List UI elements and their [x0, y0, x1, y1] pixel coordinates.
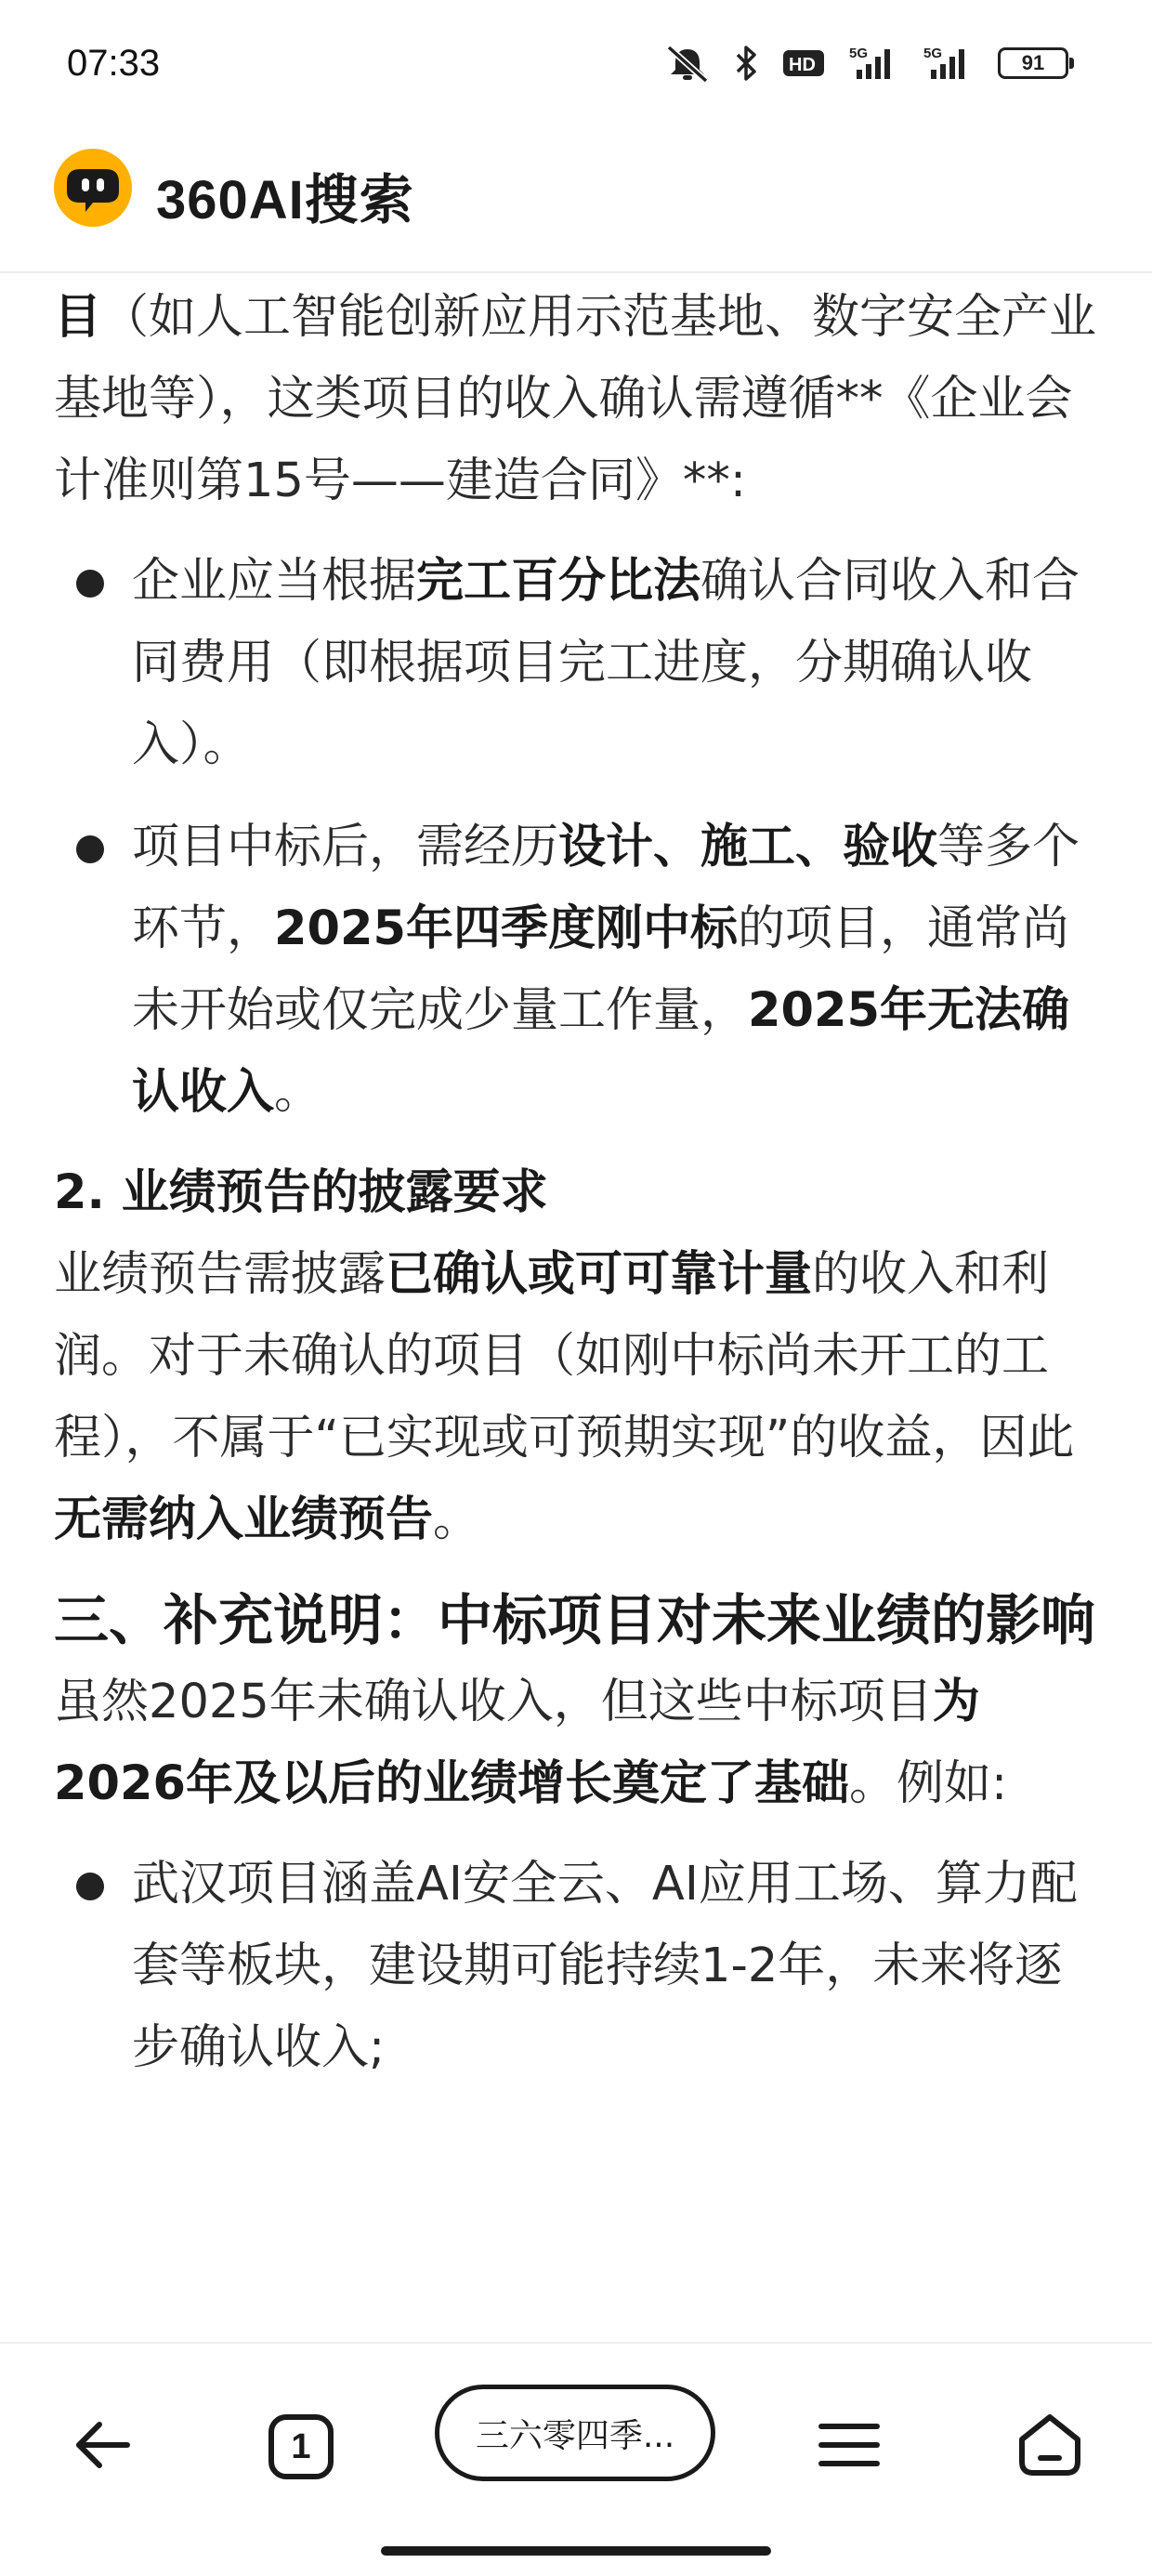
text: 虽然2025年未确认收入，但这些中标项目: [54, 1675, 933, 1729]
status-bar: [0, 0, 1152, 102]
text-bold: 已确认或可可靠计量: [386, 1247, 813, 1302]
bullet-list-1: [54, 541, 1098, 1134]
list-item: [54, 807, 1098, 1134]
tabs-button[interactable]: [255, 2396, 347, 2498]
section-heading-supplement: 三、补充说明：中标项目对未来业绩的影响: [54, 1588, 1096, 1652]
text: 。例如:: [848, 1756, 1008, 1811]
text-bold: 无需纳入业绩预告: [54, 1492, 434, 1547]
paragraph-future-impact: [54, 1662, 1098, 1825]
bottom-nav: [0, 2342, 1152, 2576]
signal-5g-icon: [849, 44, 901, 83]
360ai-logo-icon[interactable]: [52, 147, 134, 229]
text: 武汉项目涵盖AI安全云、AI应用工场、算力配套等板块，建设期可能持续1-2年，未来将逐步确认收入;: [132, 1857, 1078, 2075]
app-title: 360AI搜索: [156, 170, 414, 230]
status-icons: [663, 43, 1068, 84]
paragraph-accounting-standard: [54, 277, 1098, 522]
text: 业绩预告需披露: [54, 1247, 386, 1302]
tab-count: 1: [291, 2426, 311, 2466]
text: 的项目，通常尚未开始或仅完成少量工作量，: [132, 901, 1069, 1038]
paragraph-disclosure: [54, 1234, 1098, 1561]
text-bold: 2025年无法确认收入: [132, 983, 1069, 1120]
text: 的收入和利润。对于未确认的项目（如刚中标尚未开工的工程），不属于“已实现或可预期实现”的收益，因此: [54, 1247, 1075, 1465]
text: 等多个环节，: [132, 820, 1080, 956]
menu-icon: [818, 2417, 881, 2477]
mute-bell-icon: [663, 44, 712, 83]
home-button[interactable]: [1003, 2396, 1096, 2498]
list-item: [54, 541, 1098, 786]
menu-button[interactable]: [803, 2396, 896, 2498]
hd-voice-icon: [782, 46, 827, 80]
status-time: 07:33: [67, 43, 161, 84]
network-label: 5G: [849, 46, 869, 61]
list-item: [54, 1844, 1098, 2089]
back-button[interactable]: [56, 2396, 149, 2498]
home-icon: [1016, 2412, 1083, 2482]
text-bold: 为2026年及以后的业绩增长奠定了基础: [54, 1675, 980, 1811]
bluetooth-icon: [734, 44, 760, 83]
text: 项目中标后，需经历: [132, 820, 559, 874]
text: 。: [274, 1065, 322, 1120]
section-heading-disclosure: 2. 业绩预告的披露要求: [54, 1165, 548, 1220]
tabs-icon: [268, 2413, 334, 2480]
answer-content: [0, 273, 1152, 2342]
gesture-bar[interactable]: [381, 2546, 771, 2556]
app-header: [0, 102, 1152, 273]
network-label-2: 5G: [923, 46, 943, 61]
text: 。: [433, 1492, 481, 1547]
signal-5g-icon-2: [923, 44, 975, 83]
battery-icon: 91: [998, 47, 1068, 79]
text: 确认合同收入和合同费用（即根据项目完工进度，分期确认收入）。: [132, 554, 1080, 772]
text-bold: 完工百分比法: [416, 554, 701, 609]
text-bold: 2025年四季度刚中标: [274, 901, 738, 956]
bullet-list-2: [54, 1844, 1098, 2089]
hd-label: HD: [789, 55, 816, 75]
text: （如人工智能创新应用示范基地、数字安全产业基地等），这类项目的收入确认需遵循**《企业会计准则第15号——建造合同》**:: [54, 290, 1097, 508]
current-query-pill[interactable]: 三六零四季...: [435, 2385, 715, 2481]
text: 企业应当根据: [132, 554, 417, 609]
text-bold: 设计、施工、验收: [558, 820, 938, 874]
text-bold: 目: [54, 290, 102, 345]
back-arrow-icon: [70, 2417, 135, 2477]
